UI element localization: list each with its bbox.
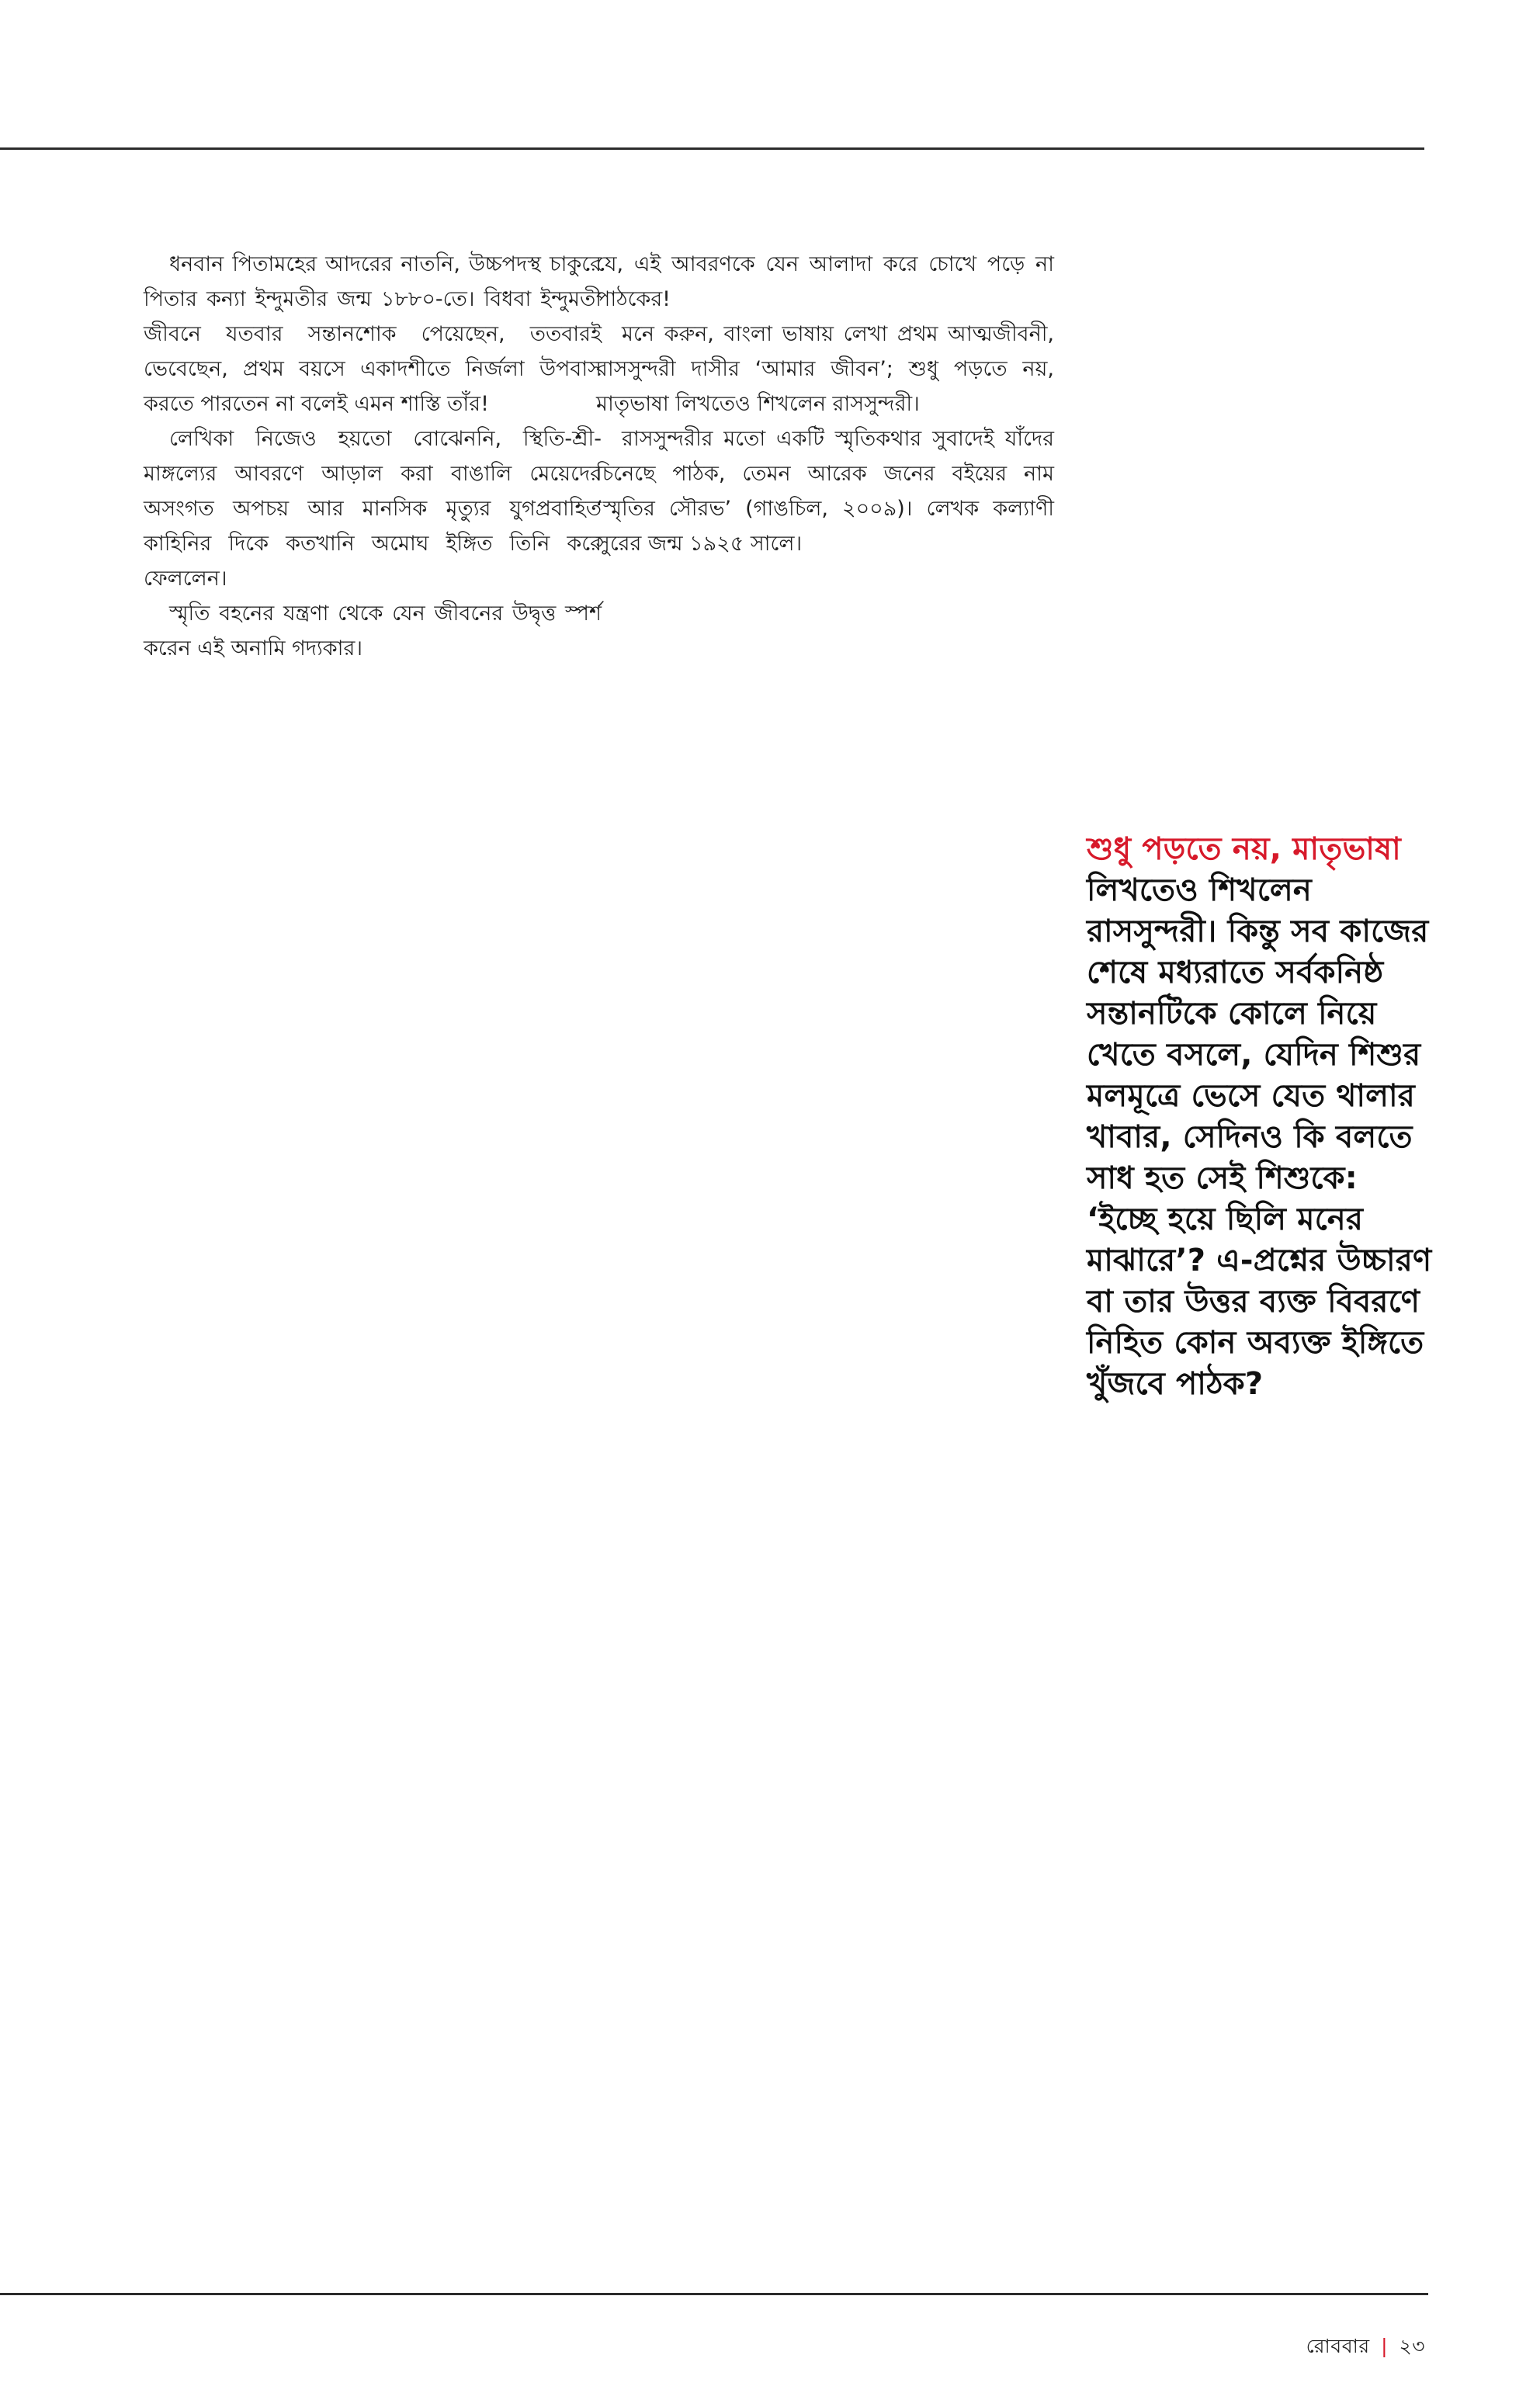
article-column-left [144,247,602,666]
right-paragraph-2: মনে করুন, বাংলা ভাষায় লেখা প্রথম আত্মজীবনী, রাসসুন্দরী দাসীর ‘আমার জীবন’; শুধু পড়তে নয়, মাতৃভাষা লিখতেও শিখলেন রাসসুন্দরী। [596,322,1054,416]
page-number: ২৩ [1399,2335,1425,2357]
pull-quote-accent: শুধু পড়তে নয়, মাতৃভাষা [1087,831,1401,867]
right-paragraph-1: যে, এই আবরণকে যেন আলাদা করে চোখে পড়ে না পাঠকের! [596,252,1054,311]
footer-divider: | [1381,2335,1389,2357]
left-paragraph-2: লেখিকা নিজেও হয়তো বোঝেননি, স্থিতি-শ্রী-মাঙ্গল্যের আবরণে আড়াল করা বাঙালি মেয়েদের অসংগত অপচয় আর মানসিক মৃত্যুর যুগপ্রবাহিত কাহিনির দিকে কতখানি অমোঘ ইঙ্গিত তিনি করে ফেললেন। [144,427,602,591]
top-divider [0,147,1424,150]
bottom-divider [0,2293,1428,2295]
left-paragraph-3: স্মৃতি বহনের যন্ত্রণা থেকে যেন জীবনের উদ্বৃত্ত স্পর্শ করেন এই অনামি গদ্যকার। [144,602,602,661]
pull-quote [1087,829,1436,1405]
left-paragraph-1: ধনবান পিতামহের আদরের নাতনি, উচ্চপদস্থ চাকুরে পিতার কন্যা ইন্দুমতীর জন্ম ১৮৮০-তে। বিধবা ইন্দুমতী জীবনে যতবার সন্তানশোক পেয়েছেন, ততবারই ভেবেছেন, প্রথম বয়সে একাদশীতে নির্জলা উপবাস করতে পারতেন না বলেই এমন শাস্তি তাঁর! [144,252,602,416]
right-paragraph-3: রাসসুন্দরীর মতো একটি স্মৃতিকথার সুবাদেই যাঁদের চিনেছে পাঠক, তেমন আরেক জনের বইয়ের নাম ‘স্মৃতির সৌরভ’ (গাঙচিল, ২০০৯)। লেখক কল্যাণী সুরের জন্ম ১৯২৫ সালে। [596,427,1054,556]
pull-quote-body: লিখতেও শিখলেন রাসসুন্দরী। কিন্তু সব কাজের শেষে মধ্যরাতে সর্বকনিষ্ঠ সন্তানটিকে কোলে নিয়ে খেতে বসলে, যেদিন শিশুর মলমূত্রে ভেসে যেত থালার খাবার, সেদিনও কি বলতে সাধ হত সেই শিশুকে: ‘ইচ্ছে হয়ে ছিলি মনের মাঝারে’? এ-প্রশ্নের উচ্চারণ বা তার উত্তর ব্যক্ত বিবরণে নিহিত কোন অব্যক্ত ইঙ্গিতে খুঁজবে পাঠক? [1087,872,1432,1402]
page-footer [1306,2335,1425,2358]
article-column-right [596,247,1054,561]
publication-name: রোববার [1306,2335,1370,2357]
